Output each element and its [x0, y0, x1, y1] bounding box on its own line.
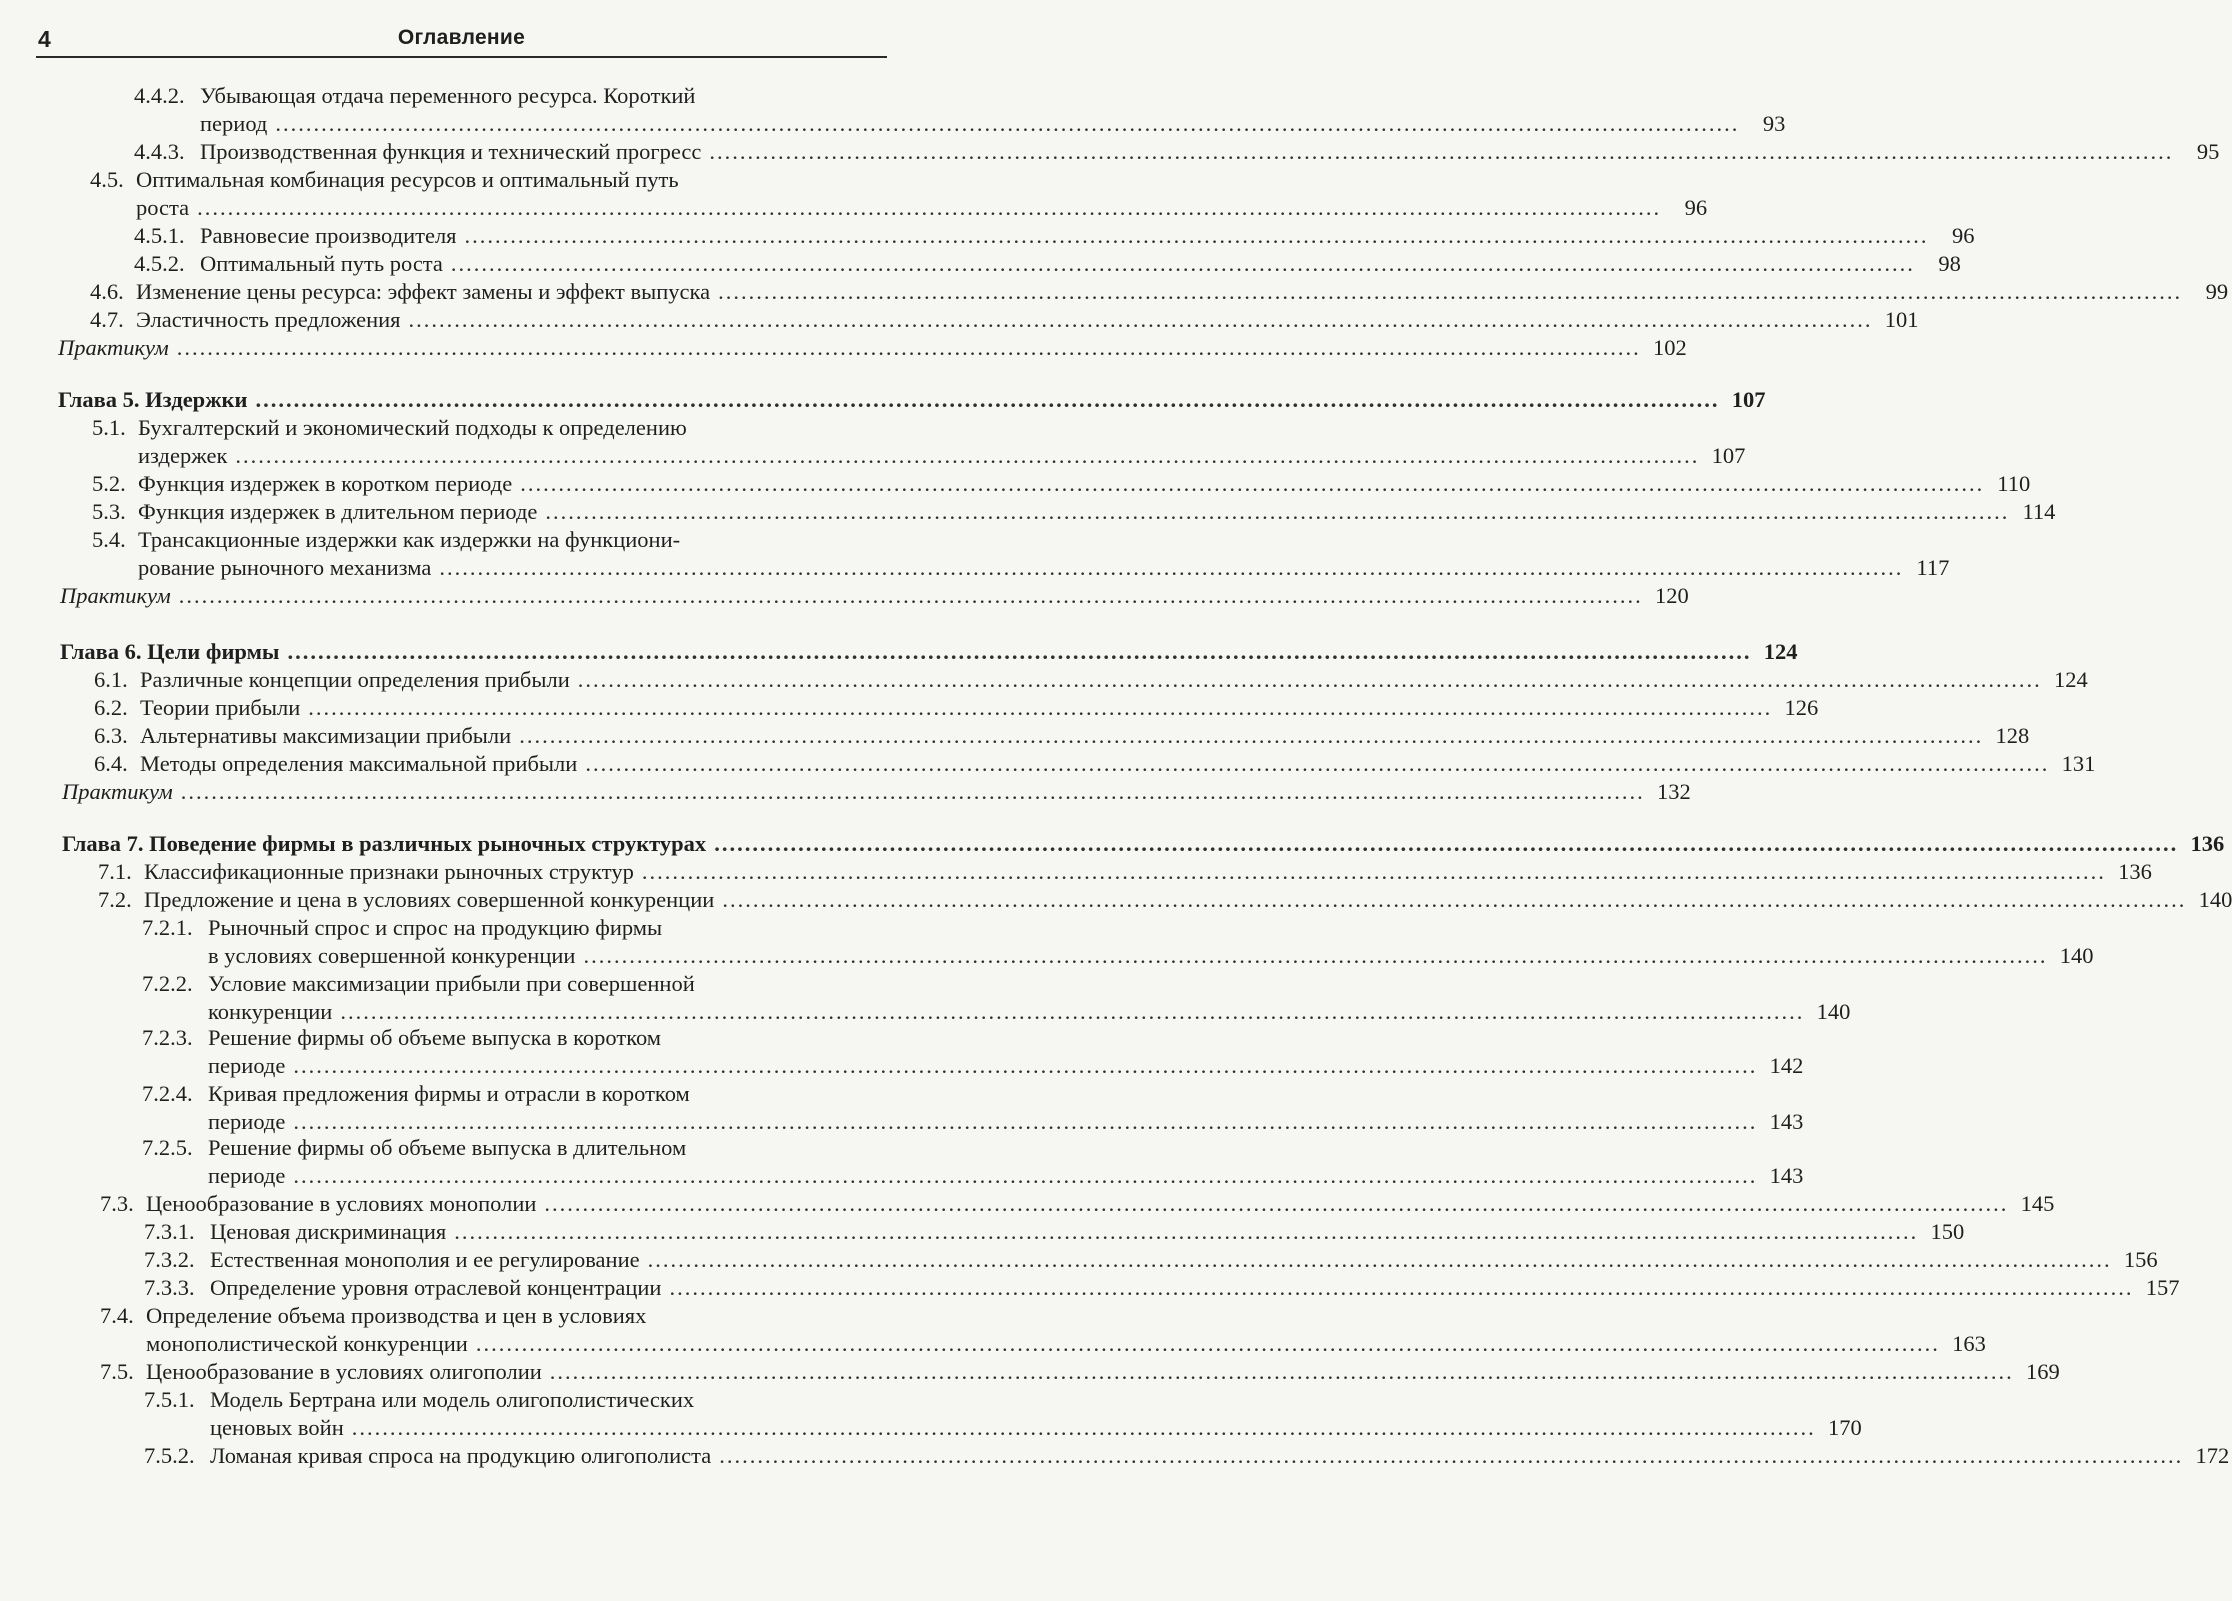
- toc-entry-title: Условие максимизации прибыли при совершенной: [208, 971, 695, 996]
- toc-entry-page: 163: [1952, 1331, 1986, 1356]
- toc-entry-title: Эластичность предложения: [136, 307, 401, 332]
- toc-entry-title: Определение объема производства и цен в условиях: [146, 1303, 647, 1328]
- toc-entry-title-continuation: периоде: [208, 1163, 286, 1188]
- leader-dots: [714, 830, 2178, 858]
- leader-dots: [648, 1246, 2112, 1274]
- toc-entry-line1: [142, 970, 695, 998]
- toc-entry-page: 107: [1711, 443, 1746, 468]
- toc-entry-title: Практикум: [58, 335, 169, 360]
- toc-entry-line1: [134, 82, 695, 110]
- toc-entry-line2: [138, 442, 1746, 470]
- leader-dots: [722, 886, 2186, 914]
- toc-entry-title: Решение фирмы об объеме выпуска в коротком: [208, 1025, 662, 1050]
- toc-entry-line2: [136, 194, 1708, 222]
- leader-dots: [293, 1108, 1757, 1136]
- leader-dots: [578, 666, 2042, 694]
- toc-entry-page: 107: [1731, 387, 1766, 412]
- toc-practicum: [58, 334, 1687, 362]
- toc-entry-page: 93: [1762, 111, 1786, 136]
- toc-entry: [144, 1246, 2158, 1274]
- toc-entry-title-continuation: в условиях совершенной конкуренции: [208, 943, 576, 968]
- toc-entry-number: 7.3.: [100, 1191, 134, 1216]
- toc-entry-page: 142: [1769, 1053, 1804, 1078]
- toc-entry-number: 4.5.1.: [134, 223, 185, 248]
- toc-entry-title: Производственная функция и технический прогресс: [200, 139, 702, 164]
- toc-entry-title: Определение уровня отраслевой концентрации: [210, 1275, 662, 1300]
- leader-dots: [451, 250, 1915, 278]
- toc-entry-number: 4.4.2.: [134, 83, 185, 108]
- toc-entry-number: 7.2.2.: [142, 971, 193, 996]
- toc-entry: [94, 666, 2088, 694]
- toc-entry-page: 96: [1952, 223, 1975, 248]
- toc-entry-page: 157: [2145, 1275, 2180, 1300]
- toc-entry-page: 136: [2190, 831, 2225, 856]
- toc-entry: [92, 498, 2056, 526]
- toc-entry-title: Функция издержек в длительном периоде: [138, 499, 538, 524]
- toc-entry-page: 126: [1784, 695, 1819, 720]
- toc-entry-number: 7.5.1.: [144, 1387, 195, 1412]
- toc-entry-number: 7.4.: [100, 1303, 134, 1328]
- toc-entry-title: Глава 6. Цели фирмы: [60, 639, 280, 664]
- toc-entry: [90, 306, 1919, 334]
- toc-entry-title: Методы определения максимальной прибыли: [140, 751, 578, 776]
- toc-entry-title-continuation: ценовых войн: [210, 1415, 344, 1440]
- toc-entry-line2: [208, 1108, 1804, 1136]
- toc-entry-page: 95: [2196, 139, 2220, 164]
- toc-entry: [92, 470, 2031, 498]
- toc-entry-page: 143: [1769, 1163, 1804, 1188]
- toc-entry-page: 101: [1884, 307, 1919, 332]
- leader-dots: [308, 694, 1772, 722]
- toc-entry-title: Трансакционные издержки как издержки на функциони-: [138, 527, 681, 552]
- toc-entry-title: Равновесие производителя: [200, 223, 457, 248]
- toc-entry-title-continuation: роста: [136, 195, 190, 220]
- leader-dots: [293, 1162, 1757, 1190]
- toc-entry-page: 114: [2022, 499, 2056, 524]
- leader-dots: [352, 1414, 1816, 1442]
- toc-entry-number: 7.2.1.: [142, 915, 193, 940]
- toc-entry-page: 170: [1828, 1415, 1862, 1440]
- leader-dots: [519, 722, 1983, 750]
- toc-entry-number: 7.5.: [100, 1359, 134, 1384]
- leader-dots: [719, 1442, 2183, 1470]
- toc-entry-number: 5.2.: [92, 471, 126, 496]
- toc-entry: [90, 278, 2229, 306]
- toc-entry-title: Теории прибыли: [140, 695, 301, 720]
- leader-dots: [545, 498, 2009, 526]
- leader-dots: [181, 778, 1645, 806]
- toc-entry-title-continuation: периоде: [208, 1053, 286, 1078]
- toc-entry-number: 7.3.1.: [144, 1219, 195, 1244]
- toc-entry-title: Убывающая отдача переменного ресурса. Короткий: [200, 83, 696, 108]
- toc-entry-line1: [92, 526, 680, 554]
- toc-entry: [100, 1190, 2055, 1218]
- leader-dots: [642, 858, 2106, 886]
- toc-entry-page: 96: [1684, 195, 1708, 220]
- toc-entry-title: Классификационные признаки рыночных структур: [144, 859, 634, 884]
- toc-entry-page: 128: [1995, 723, 2030, 748]
- toc-entry-page: 132: [1657, 779, 1691, 804]
- toc-practicum: [62, 778, 1691, 806]
- toc-entry-number: 7.2.5.: [142, 1135, 193, 1160]
- toc-entry-line2: [208, 1052, 1804, 1080]
- toc-entry-line2: [210, 1414, 1862, 1442]
- toc-entry-line1: [92, 414, 687, 442]
- toc-entry-line1: [90, 166, 679, 194]
- toc-entry-line1: [144, 1386, 694, 1414]
- toc-entry-number: 4.5.2.: [134, 251, 185, 276]
- leader-dots: [177, 334, 1641, 362]
- toc-entry-page: 140: [2059, 943, 2094, 968]
- leader-dots: [550, 1358, 2014, 1386]
- page-number: 4: [38, 26, 51, 52]
- leader-dots: [476, 1330, 1940, 1358]
- toc-entry-title: Глава 5. Издержки: [58, 387, 248, 412]
- leader-dots: [585, 750, 2049, 778]
- toc-entry-number: 5.3.: [92, 499, 126, 524]
- toc-entry-number: 4.4.3.: [134, 139, 185, 164]
- leader-dots: [293, 1052, 1757, 1080]
- leader-dots: [340, 998, 1804, 1026]
- leader-dots: [197, 194, 1661, 222]
- toc-entry: [144, 1218, 1965, 1246]
- toc-entry-page: 102: [1653, 335, 1687, 360]
- toc-entry-page: 140: [2198, 887, 2232, 912]
- toc-entry-page: 136: [2118, 859, 2152, 884]
- toc-entry-line1: [142, 1134, 686, 1162]
- leader-dots: [409, 306, 1873, 334]
- leader-dots: [520, 470, 1984, 498]
- leader-dots: [235, 442, 1699, 470]
- toc-entry-title-continuation: рование рыночного механизма: [138, 555, 432, 580]
- toc-entry-number: 4.7.: [90, 307, 124, 332]
- toc-chapter: [58, 386, 1766, 414]
- toc-entry-line1: [142, 1080, 690, 1108]
- toc-entry-title: Решение фирмы об объеме выпуска в длительном: [208, 1135, 687, 1160]
- toc-entry-title: Предложение и цена в условиях совершенной конкуренции: [144, 887, 715, 912]
- toc-entry-page: 120: [1655, 583, 1689, 608]
- leader-dots: [583, 942, 2047, 970]
- toc-entry-title: Оптимальная комбинация ресурсов и оптимальный путь: [136, 167, 679, 192]
- toc-entry-number: 4.5.: [90, 167, 124, 192]
- toc-entry-title: Рыночный спрос и спрос на продукцию фирмы: [208, 915, 663, 940]
- toc-entry-title: Функция издержек в коротком периоде: [138, 471, 513, 496]
- toc-practicum: [60, 582, 1689, 610]
- toc-entry-page: 150: [1930, 1219, 1965, 1244]
- leader-dots: [709, 138, 2173, 166]
- toc-entry: [98, 858, 2152, 886]
- toc-entry-title-continuation: период: [200, 111, 268, 136]
- toc-entry-number: 7.2.: [98, 887, 132, 912]
- toc-entry-title: Ломаная кривая спроса на продукцию олигополиста: [210, 1443, 712, 1468]
- toc-entry-title: Практикум: [62, 779, 173, 804]
- toc-entry: [144, 1442, 2230, 1470]
- toc-entry-line2: [146, 1330, 1986, 1358]
- toc-entry-page: 117: [1916, 555, 1950, 580]
- leader-dots: [255, 386, 1719, 414]
- toc-entry-page: 124: [1763, 639, 1798, 664]
- toc-entry: [94, 722, 2030, 750]
- toc-entry-page: 110: [1997, 471, 2031, 496]
- toc-entry-page: 145: [2020, 1191, 2055, 1216]
- toc-entry-title: Ценообразование в условиях монополии: [146, 1191, 537, 1216]
- toc-entry-page: 131: [2061, 751, 2096, 776]
- toc-entry-title: Ценообразование в условиях олигополии: [146, 1359, 542, 1384]
- toc-entry-page: 172: [2195, 1443, 2230, 1468]
- leader-dots: [439, 554, 1903, 582]
- toc-entry-number: 6.3.: [94, 723, 128, 748]
- toc-entry-title: Бухгалтерский и экономический подходы к определению: [138, 415, 687, 440]
- toc-entry-title: Ценовая дискриминация: [210, 1219, 447, 1244]
- running-header: [36, 24, 887, 58]
- toc-entry-page: 140: [1816, 999, 1851, 1024]
- running-title: Оглавление: [397, 26, 526, 49]
- toc-entry-title-continuation: конкуренции: [208, 999, 333, 1024]
- leader-dots: [287, 638, 1751, 666]
- toc-entry-line2: [138, 554, 1950, 582]
- toc-entry-title: Глава 7. Поведение фирмы в различных рыночных структурах: [62, 831, 707, 856]
- toc-entry: [98, 886, 2232, 914]
- toc-chapter: [60, 638, 1798, 666]
- toc-entry: [94, 694, 1819, 722]
- toc-entry-number: 6.2.: [94, 695, 128, 720]
- leader-dots: [454, 1218, 1918, 1246]
- toc-entry-page: 143: [1769, 1109, 1804, 1134]
- toc-entry-title: Различные концепции определения прибыли: [140, 667, 570, 692]
- toc-entry-page: 169: [2026, 1359, 2060, 1384]
- leader-dots: [275, 110, 1739, 138]
- toc-entry-line1: [142, 1024, 661, 1052]
- toc-entry-page: 124: [2054, 667, 2088, 692]
- toc-entry-number: 6.4.: [94, 751, 128, 776]
- toc-entry-line2: [208, 1162, 1804, 1190]
- toc-entry-title: Модель Бертрана или модель олигополистических: [210, 1387, 695, 1412]
- toc-entry-number: 7.1.: [98, 859, 132, 884]
- toc-entry-number: 7.2.3.: [142, 1025, 193, 1050]
- toc-entry-title-continuation: монополистической конкуренции: [146, 1331, 468, 1356]
- leader-dots: [669, 1274, 2133, 1302]
- toc-entry-title-continuation: периоде: [208, 1109, 286, 1134]
- leader-dots: [179, 582, 1643, 610]
- toc-entry-line2: [208, 942, 2094, 970]
- toc-entry: [144, 1274, 2180, 1302]
- leader-dots: [718, 278, 2182, 306]
- toc-entry-page: 156: [2123, 1247, 2158, 1272]
- toc-entry-number: 7.2.4.: [142, 1081, 193, 1106]
- leader-dots: [544, 1190, 2008, 1218]
- toc-entry-title: Практикум: [60, 583, 171, 608]
- toc-entry-number: 7.5.2.: [144, 1443, 195, 1468]
- toc-entry-number: 7.3.3.: [144, 1275, 195, 1300]
- toc-entry-number: 5.4.: [92, 527, 126, 552]
- toc-entry-line1: [100, 1302, 646, 1330]
- toc-entry-title: Изменение цены ресурса: эффект замены и эффект выпуска: [136, 279, 711, 304]
- toc-chapter: [62, 830, 2225, 858]
- toc-entry: [134, 138, 2220, 166]
- toc-entry-line2: [208, 998, 1851, 1026]
- toc-entry-line2: [200, 110, 1786, 138]
- toc-entry-number: 5.1.: [92, 415, 126, 440]
- toc-entry: [94, 750, 2096, 778]
- leader-dots: [465, 222, 1929, 250]
- toc-entry: [134, 222, 1975, 250]
- toc-entry-number: 7.3.2.: [144, 1247, 195, 1272]
- toc-entry: [100, 1358, 2060, 1386]
- toc-entry-title-continuation: издержек: [138, 443, 228, 468]
- toc-entry-page: 98: [1938, 251, 1961, 276]
- toc-entry-line1: [142, 914, 662, 942]
- toc-entry-title: Альтернативы максимизации прибыли: [140, 723, 512, 748]
- toc-entry-title: Естественная монополия и ее регулирование: [210, 1247, 640, 1272]
- toc-entry-title: Оптимальный путь роста: [200, 251, 443, 276]
- toc-entry-number: 6.1.: [94, 667, 128, 692]
- toc-entry-title: Кривая предложения фирмы и отрасли в коротком: [208, 1081, 690, 1106]
- toc-entry: [134, 250, 1961, 278]
- toc-entry-page: 99: [2205, 279, 2229, 304]
- toc-entry-number: 4.6.: [90, 279, 124, 304]
